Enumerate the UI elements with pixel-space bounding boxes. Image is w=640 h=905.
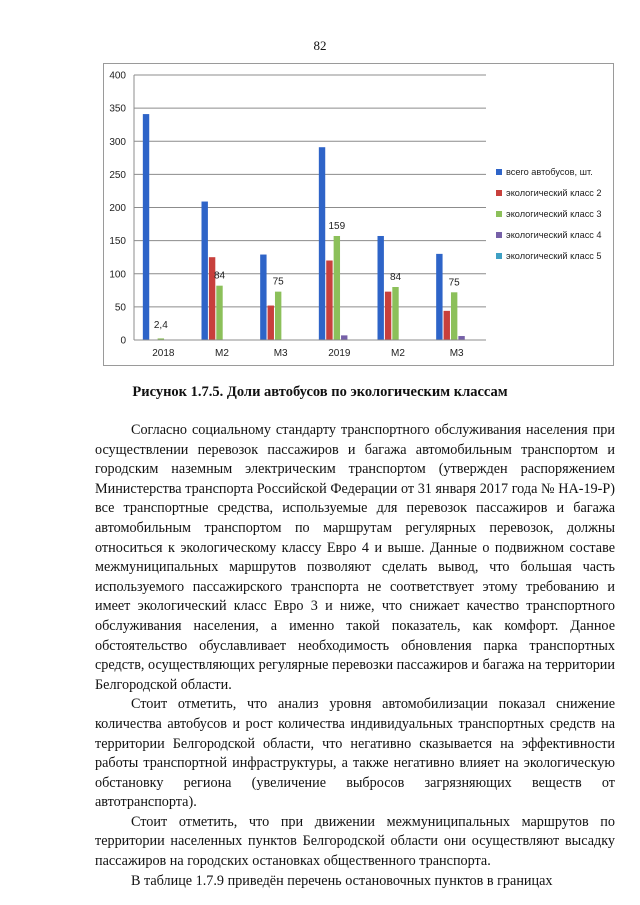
x-tick-label: 2019 xyxy=(328,348,351,359)
y-tick-label: 300 xyxy=(109,136,126,148)
chart-canvas xyxy=(103,63,614,366)
page-number: 82 xyxy=(313,38,327,53)
paragraph: Стоит отметить, что при движении межмуниципальных маршрутов по территории населенных пунктов Белгородской области они осуществляют высадку пассажиров на городских остановках общественного транспорта. xyxy=(95,813,615,870)
y-tick-label: 250 xyxy=(109,169,126,181)
legend-label: всего автобусов, шт. xyxy=(506,167,593,177)
bar xyxy=(444,311,450,340)
x-tick-label: М2 xyxy=(215,348,229,359)
y-tick-label: 100 xyxy=(109,269,126,281)
paragraph: Стоит отметить, что анализ уровня автомобилизации показал снижение количества автобусов и рост количества индивидуальных транспортных средств на территории Белгородской области, что негативно сказывается на эффективности работы транспортной инфраструктуры, а также негативно влияет на экологическую обстановку региона (увеличение выбросов загрязняющих веществ от автотранспорта). xyxy=(95,696,615,811)
bar xyxy=(319,147,325,340)
bar xyxy=(392,287,398,340)
paragraph: Согласно социальному стандарту транспортного обслуживания населения при осуществлении перевозок пассажиров и багажа автомобильным транспортом и городским наземным электрическим транспортом (утвержден распоряжением Министерства транспорта Российской Федерации от 31 января 2017 года № НА-19-Р) все транспортные средства, используемые для перевозок пассажиров и багажа автомобильным транспортом по маршрутам регулярных перевозок, должны относиться к экологическому классу Евро 4 и выше. Данные о подвижном составе межмуниципальных маршрутов позволяют сделать вывод, что большая часть используемого пассажирского транспорта не соответствует этому требованию и имеет экологический класс Евро 3 и ниже, что снижает качество транспортного обслуживания населения, а именно такой показатель, как комфорт. Данное обстоятельство обуславливает необходимость обновления парка транспортных средств, осуществляющих регулярные перевозки пассажиров и багажа на территории Белгородской области. xyxy=(95,422,615,693)
bar xyxy=(209,257,215,340)
x-tick-label: 2018 xyxy=(152,348,175,359)
legend-swatch xyxy=(496,232,502,238)
y-tick-label: 200 xyxy=(109,203,126,214)
data-label: 84 xyxy=(213,270,226,282)
paragraph: В таблице 1.7.9 приведён перечень остановочных пунктов в границах xyxy=(131,872,553,889)
bar xyxy=(451,292,457,340)
bar xyxy=(326,261,332,341)
bar xyxy=(260,255,266,340)
legend-swatch xyxy=(496,211,502,217)
bar xyxy=(458,336,464,340)
y-tick-label: 350 xyxy=(109,103,126,115)
bar xyxy=(202,202,208,340)
data-label: 75 xyxy=(448,277,460,289)
legend-label: экологический класс 2 xyxy=(506,188,602,198)
bar xyxy=(385,292,391,340)
figure-caption: Рисунок 1.7.5. Доли автобусов по экологическим классам xyxy=(132,384,508,400)
y-tick-label: 0 xyxy=(120,335,126,347)
legend-label: экологический класс 3 xyxy=(506,209,602,219)
legend-label: экологический класс 5 xyxy=(506,251,602,261)
bar xyxy=(143,114,149,340)
legend-label: экологический класс 4 xyxy=(506,230,602,240)
y-tick-label: 50 xyxy=(114,302,126,314)
y-tick-label: 150 xyxy=(109,236,126,248)
body-text xyxy=(95,421,615,891)
y-tick-label: 400 xyxy=(109,70,126,82)
bar xyxy=(216,286,222,340)
bar xyxy=(275,292,281,340)
legend-swatch xyxy=(496,169,502,175)
bar xyxy=(436,254,442,340)
bar-chart xyxy=(103,63,614,366)
bar xyxy=(341,335,347,340)
legend-swatch xyxy=(496,190,502,196)
data-label: 159 xyxy=(328,220,346,232)
x-tick-label: М2 xyxy=(391,348,405,359)
data-label: 84 xyxy=(389,272,402,283)
x-tick-label: М3 xyxy=(273,348,288,359)
bar xyxy=(378,236,384,340)
legend-swatch xyxy=(496,253,502,259)
bar xyxy=(334,236,340,340)
data-label: 2,4 xyxy=(153,320,168,331)
bar xyxy=(268,306,274,340)
x-tick-label: М3 xyxy=(449,348,464,359)
data-label: 75 xyxy=(272,276,284,288)
